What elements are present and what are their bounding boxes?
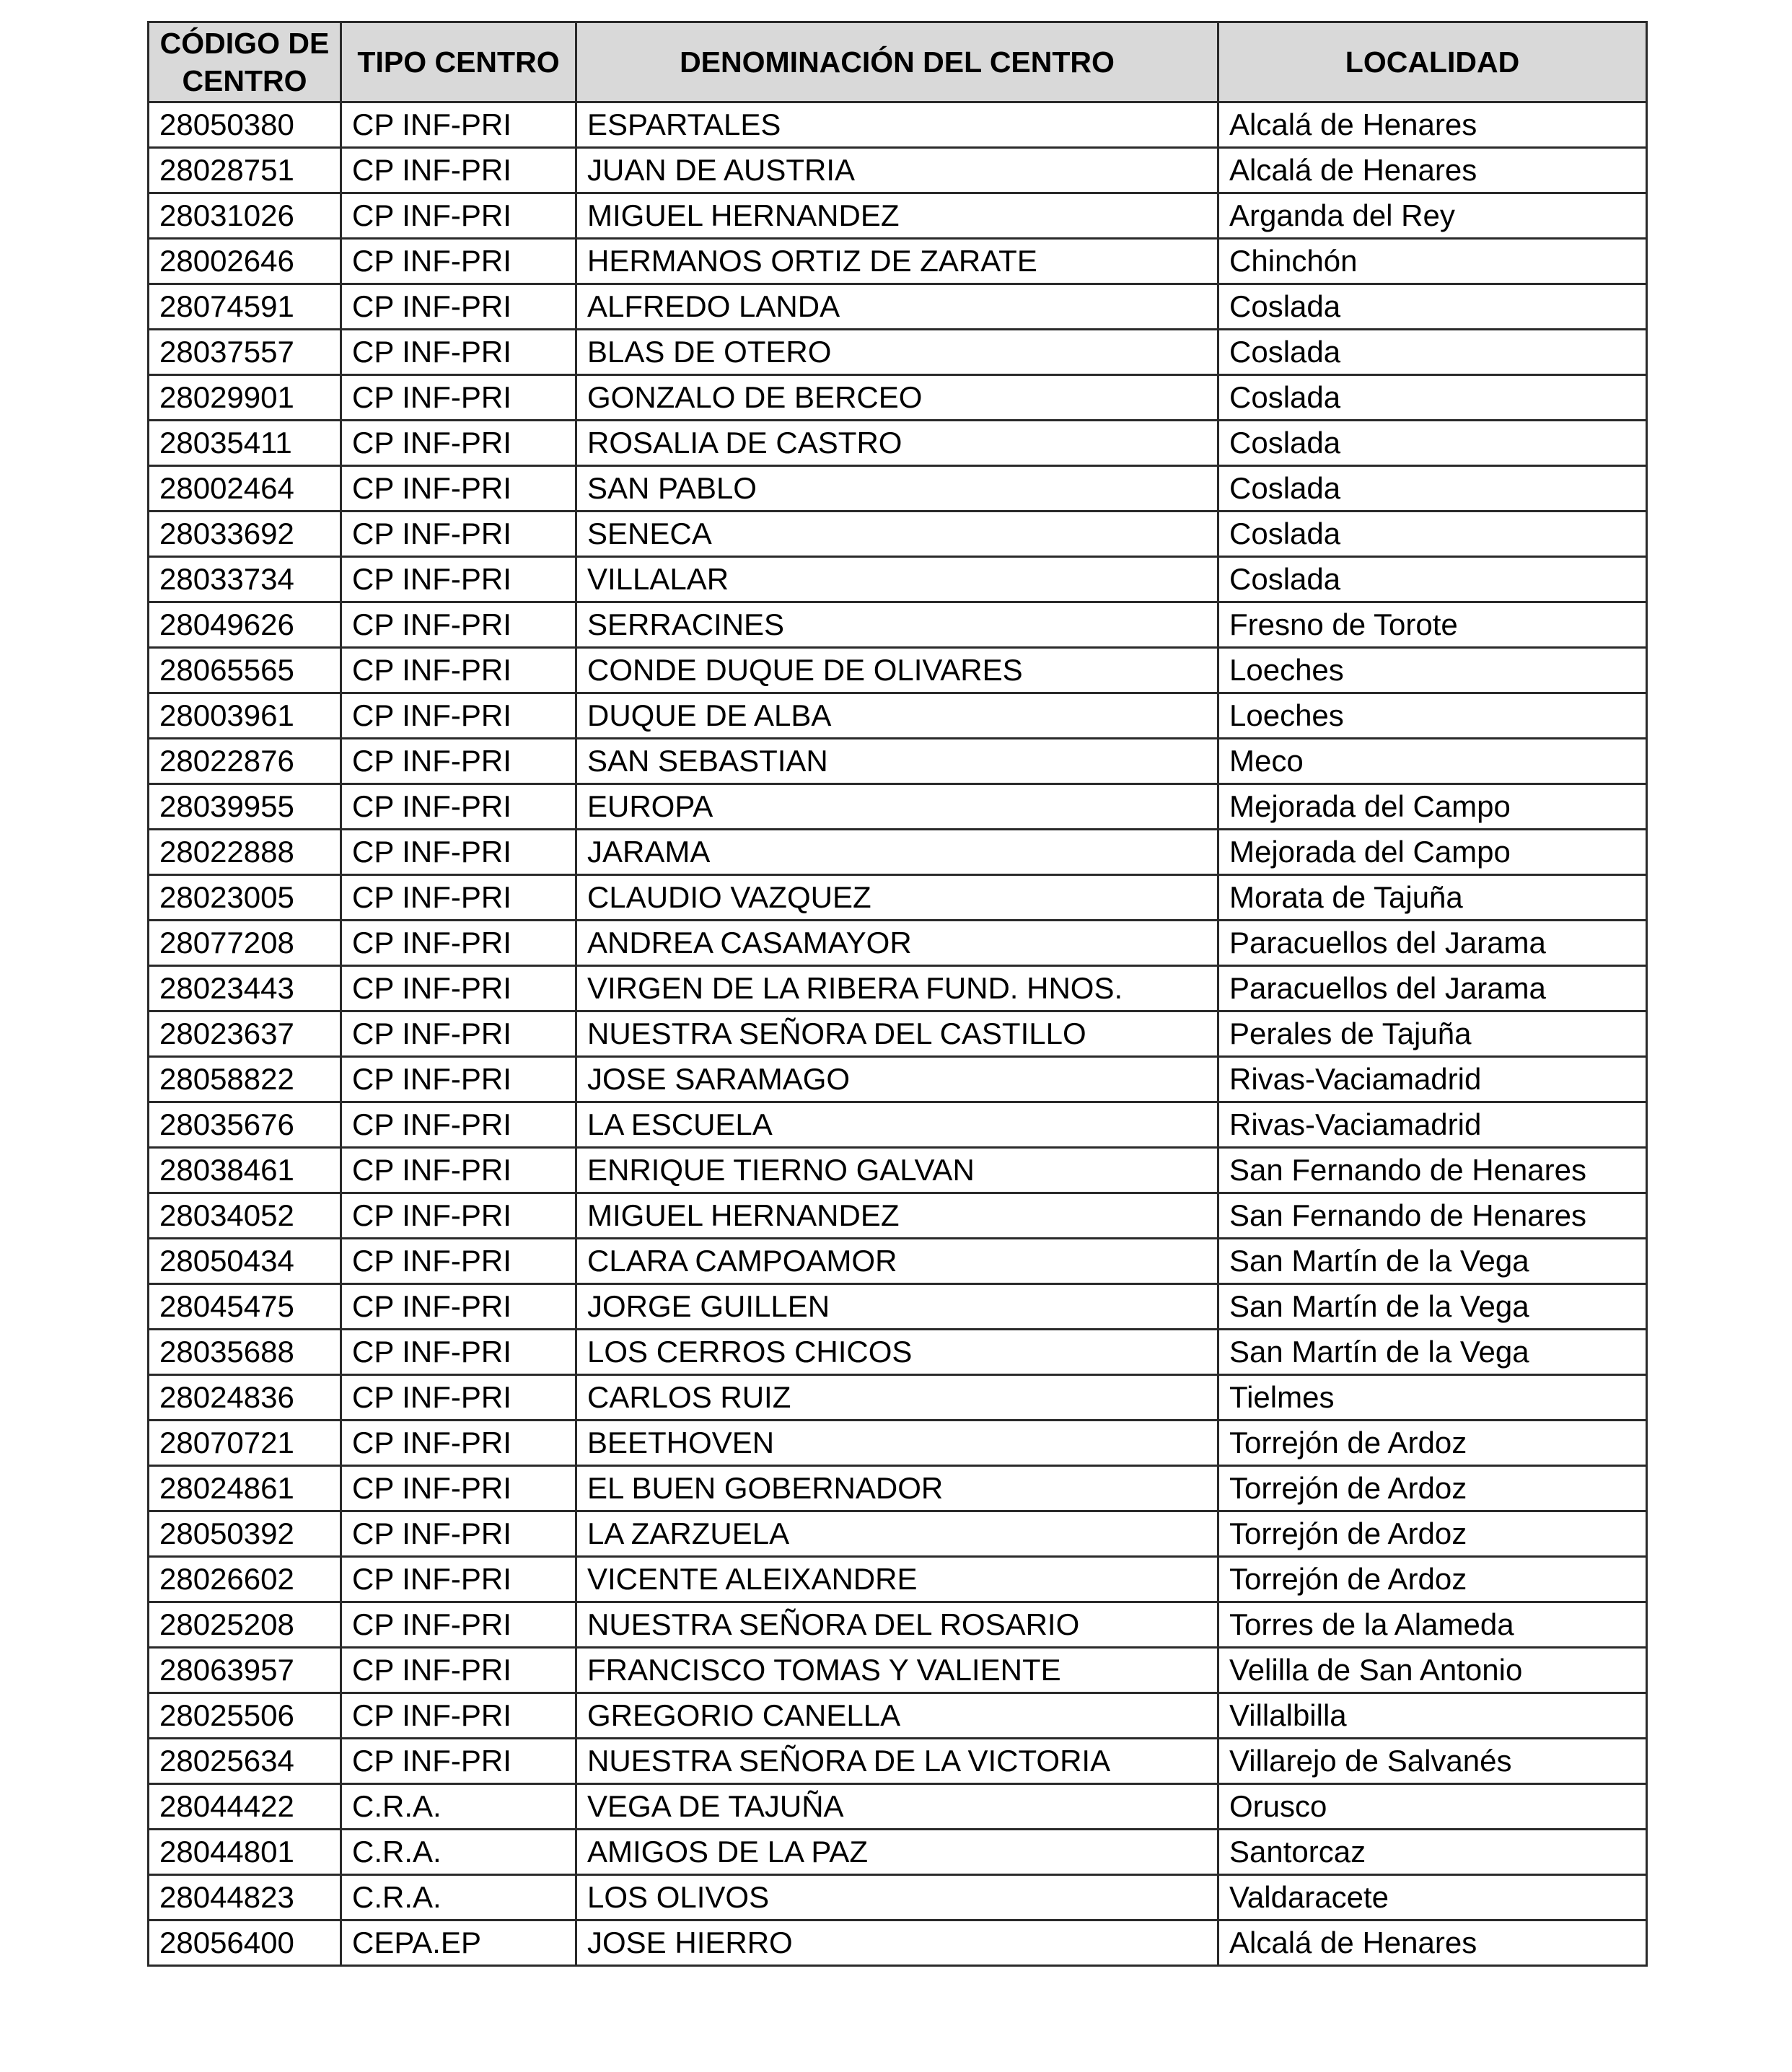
cell-codigo: 28056400 <box>149 1920 341 1966</box>
table-row <box>149 1239 1647 1284</box>
cell-codigo: 28025634 <box>149 1739 341 1784</box>
cell-codigo: 28074591 <box>149 284 341 330</box>
header-row <box>149 22 1647 102</box>
cell-denominacion: ANDREA CASAMAYOR <box>576 921 1218 966</box>
cell-codigo: 28025506 <box>149 1693 341 1739</box>
cell-localidad: Torrejón de Ardoz <box>1218 1557 1647 1602</box>
cell-localidad: Fresno de Torote <box>1218 602 1647 648</box>
cell-denominacion: ALFREDO LANDA <box>576 284 1218 330</box>
cell-codigo: 28035676 <box>149 1102 341 1148</box>
cell-denominacion: JUAN DE AUSTRIA <box>576 148 1218 193</box>
cell-denominacion: LA ESCUELA <box>576 1102 1218 1148</box>
cell-tipo: CP INF-PRI <box>341 602 576 648</box>
cell-localidad: San Martín de la Vega <box>1218 1330 1647 1375</box>
cell-tipo: CP INF-PRI <box>341 239 576 284</box>
table-row <box>149 1193 1647 1239</box>
table-row <box>149 1148 1647 1193</box>
table-row <box>149 557 1647 602</box>
cell-denominacion: HERMANOS ORTIZ DE ZARATE <box>576 239 1218 284</box>
cell-denominacion: BEETHOVEN <box>576 1421 1218 1466</box>
cell-codigo: 28077208 <box>149 921 341 966</box>
cell-denominacion: CONDE DUQUE DE OLIVARES <box>576 648 1218 693</box>
cell-codigo: 28035411 <box>149 421 341 466</box>
cell-localidad: Rivas-Vaciamadrid <box>1218 1057 1647 1102</box>
cell-denominacion: LOS OLIVOS <box>576 1875 1218 1920</box>
cell-tipo: CP INF-PRI <box>341 1011 576 1057</box>
table-row <box>149 1375 1647 1421</box>
table-row <box>149 148 1647 193</box>
cell-denominacion: VEGA DE TAJUÑA <box>576 1784 1218 1830</box>
cell-tipo: CP INF-PRI <box>341 1284 576 1330</box>
cell-tipo: CP INF-PRI <box>341 1148 576 1193</box>
table-row <box>149 1511 1647 1557</box>
table-row <box>149 830 1647 875</box>
cell-denominacion: SAN SEBASTIAN <box>576 739 1218 784</box>
cell-denominacion: VICENTE ALEIXANDRE <box>576 1557 1218 1602</box>
cell-localidad: Coslada <box>1218 284 1647 330</box>
cell-localidad: Rivas-Vaciamadrid <box>1218 1102 1647 1148</box>
cell-localidad: San Martín de la Vega <box>1218 1239 1647 1284</box>
header-denominacion-centro: DENOMINACIÓN DEL CENTRO <box>576 22 1218 102</box>
table-row <box>149 1784 1647 1830</box>
cell-tipo: CP INF-PRI <box>341 875 576 921</box>
cell-localidad: Coslada <box>1218 557 1647 602</box>
table-row <box>149 739 1647 784</box>
cell-localidad: Perales de Tajuña <box>1218 1011 1647 1057</box>
cell-codigo: 28029901 <box>149 375 341 421</box>
centers-table <box>147 21 1648 1967</box>
cell-tipo: C.R.A. <box>341 1784 576 1830</box>
header-tipo-centro: TIPO CENTRO <box>341 22 576 102</box>
table-row <box>149 602 1647 648</box>
cell-codigo: 28039955 <box>149 784 341 830</box>
table-row <box>149 1602 1647 1648</box>
cell-tipo: CP INF-PRI <box>341 421 576 466</box>
cell-localidad: San Fernando de Henares <box>1218 1193 1647 1239</box>
cell-localidad: Paracuellos del Jarama <box>1218 921 1647 966</box>
table-row <box>149 1284 1647 1330</box>
table-row <box>149 1466 1647 1511</box>
table-row <box>149 921 1647 966</box>
cell-denominacion: JOSE HIERRO <box>576 1920 1218 1966</box>
cell-denominacion: NUESTRA SEÑORA DEL CASTILLO <box>576 1011 1218 1057</box>
cell-codigo: 28044823 <box>149 1875 341 1920</box>
cell-tipo: CP INF-PRI <box>341 466 576 512</box>
cell-localidad: Villalbilla <box>1218 1693 1647 1739</box>
cell-denominacion: NUESTRA SEÑORA DE LA VICTORIA <box>576 1739 1218 1784</box>
cell-tipo: CP INF-PRI <box>341 102 576 148</box>
cell-codigo: 28023005 <box>149 875 341 921</box>
table-row <box>149 1557 1647 1602</box>
cell-denominacion: CLARA CAMPOAMOR <box>576 1239 1218 1284</box>
cell-localidad: Coslada <box>1218 466 1647 512</box>
cell-codigo: 28044422 <box>149 1784 341 1830</box>
cell-denominacion: BLAS DE OTERO <box>576 330 1218 375</box>
cell-tipo: CP INF-PRI <box>341 1466 576 1511</box>
table-row <box>149 102 1647 148</box>
cell-denominacion: LA ZARZUELA <box>576 1511 1218 1557</box>
cell-tipo: CP INF-PRI <box>341 1375 576 1421</box>
table-row <box>149 1875 1647 1920</box>
cell-codigo: 28058822 <box>149 1057 341 1102</box>
cell-localidad: Arganda del Rey <box>1218 193 1647 239</box>
cell-codigo: 28003961 <box>149 693 341 739</box>
cell-localidad: Tielmes <box>1218 1375 1647 1421</box>
table-row <box>149 375 1647 421</box>
cell-localidad: Alcalá de Henares <box>1218 102 1647 148</box>
cell-tipo: CP INF-PRI <box>341 512 576 557</box>
table-row <box>149 1421 1647 1466</box>
cell-denominacion: SERRACINES <box>576 602 1218 648</box>
cell-denominacion: ENRIQUE TIERNO GALVAN <box>576 1148 1218 1193</box>
cell-localidad: Torres de la Alameda <box>1218 1602 1647 1648</box>
cell-codigo: 28034052 <box>149 1193 341 1239</box>
cell-localidad: Coslada <box>1218 512 1647 557</box>
cell-codigo: 28024861 <box>149 1466 341 1511</box>
cell-denominacion: EUROPA <box>576 784 1218 830</box>
cell-codigo: 28050392 <box>149 1511 341 1557</box>
cell-codigo: 28044801 <box>149 1830 341 1875</box>
cell-localidad: Loeches <box>1218 693 1647 739</box>
cell-codigo: 28033734 <box>149 557 341 602</box>
table-row <box>149 1330 1647 1375</box>
cell-denominacion: LOS CERROS CHICOS <box>576 1330 1218 1375</box>
cell-codigo: 28023637 <box>149 1011 341 1057</box>
table-row <box>149 239 1647 284</box>
cell-denominacion: GREGORIO CANELLA <box>576 1693 1218 1739</box>
table-row <box>149 1693 1647 1739</box>
cell-tipo: C.R.A. <box>341 1875 576 1920</box>
cell-codigo: 28022888 <box>149 830 341 875</box>
cell-codigo: 28063957 <box>149 1648 341 1693</box>
cell-tipo: CP INF-PRI <box>341 1057 576 1102</box>
cell-codigo: 28031026 <box>149 193 341 239</box>
cell-codigo: 28025208 <box>149 1602 341 1648</box>
cell-tipo: CP INF-PRI <box>341 921 576 966</box>
cell-tipo: CP INF-PRI <box>341 1239 576 1284</box>
cell-tipo: CP INF-PRI <box>341 375 576 421</box>
table-row <box>149 1739 1647 1784</box>
cell-denominacion: JORGE GUILLEN <box>576 1284 1218 1330</box>
table-row <box>149 512 1647 557</box>
cell-localidad: Torrejón de Ardoz <box>1218 1466 1647 1511</box>
cell-tipo: CP INF-PRI <box>341 1557 576 1602</box>
cell-codigo: 28050380 <box>149 102 341 148</box>
cell-tipo: CP INF-PRI <box>341 693 576 739</box>
cell-codigo: 28023443 <box>149 966 341 1011</box>
table-row <box>149 1830 1647 1875</box>
cell-tipo: CP INF-PRI <box>341 739 576 784</box>
cell-tipo: CP INF-PRI <box>341 148 576 193</box>
cell-denominacion: ESPARTALES <box>576 102 1218 148</box>
cell-localidad: Meco <box>1218 739 1647 784</box>
cell-codigo: 28022876 <box>149 739 341 784</box>
cell-tipo: CP INF-PRI <box>341 1102 576 1148</box>
cell-tipo: C.R.A. <box>341 1830 576 1875</box>
cell-localidad: Morata de Tajuña <box>1218 875 1647 921</box>
cell-codigo: 28038461 <box>149 1148 341 1193</box>
cell-tipo: CP INF-PRI <box>341 648 576 693</box>
cell-denominacion: GONZALO DE BERCEO <box>576 375 1218 421</box>
cell-codigo: 28026602 <box>149 1557 341 1602</box>
cell-denominacion: ROSALIA DE CASTRO <box>576 421 1218 466</box>
cell-denominacion: MIGUEL HERNANDEZ <box>576 193 1218 239</box>
cell-denominacion: JARAMA <box>576 830 1218 875</box>
cell-tipo: CP INF-PRI <box>341 284 576 330</box>
cell-localidad: Alcalá de Henares <box>1218 148 1647 193</box>
cell-localidad: Orusco <box>1218 1784 1647 1830</box>
cell-localidad: Valdaracete <box>1218 1875 1647 1920</box>
header-localidad: LOCALIDAD <box>1218 22 1647 102</box>
cell-localidad: Loeches <box>1218 648 1647 693</box>
cell-denominacion: CLAUDIO VAZQUEZ <box>576 875 1218 921</box>
cell-tipo: CP INF-PRI <box>341 1421 576 1466</box>
cell-denominacion: EL BUEN GOBERNADOR <box>576 1466 1218 1511</box>
cell-tipo: CP INF-PRI <box>341 1648 576 1693</box>
cell-codigo: 28002646 <box>149 239 341 284</box>
cell-codigo: 28050434 <box>149 1239 341 1284</box>
cell-denominacion: VILLALAR <box>576 557 1218 602</box>
table-header <box>149 22 1647 102</box>
cell-codigo: 28035688 <box>149 1330 341 1375</box>
cell-localidad: Mejorada del Campo <box>1218 784 1647 830</box>
cell-localidad: Coslada <box>1218 375 1647 421</box>
cell-localidad: Torrejón de Ardoz <box>1218 1511 1647 1557</box>
cell-localidad: Coslada <box>1218 421 1647 466</box>
cell-tipo: CP INF-PRI <box>341 1330 576 1375</box>
table-row <box>149 1920 1647 1966</box>
cell-codigo: 28033692 <box>149 512 341 557</box>
table-row <box>149 1648 1647 1693</box>
cell-localidad: Paracuellos del Jarama <box>1218 966 1647 1011</box>
cell-denominacion: MIGUEL HERNANDEZ <box>576 1193 1218 1239</box>
table-row <box>149 693 1647 739</box>
cell-codigo: 28070721 <box>149 1421 341 1466</box>
cell-codigo: 28065565 <box>149 648 341 693</box>
cell-denominacion: NUESTRA SEÑORA DEL ROSARIO <box>576 1602 1218 1648</box>
cell-tipo: CP INF-PRI <box>341 1602 576 1648</box>
cell-codigo: 28045475 <box>149 1284 341 1330</box>
cell-localidad: Chinchón <box>1218 239 1647 284</box>
table-row <box>149 875 1647 921</box>
cell-tipo: CP INF-PRI <box>341 1193 576 1239</box>
cell-codigo: 28028751 <box>149 148 341 193</box>
cell-localidad: Coslada <box>1218 330 1647 375</box>
cell-localidad: Alcalá de Henares <box>1218 1920 1647 1966</box>
cell-tipo: CP INF-PRI <box>341 1511 576 1557</box>
table-row <box>149 648 1647 693</box>
cell-codigo: 28024836 <box>149 1375 341 1421</box>
table-row <box>149 330 1647 375</box>
cell-tipo: CP INF-PRI <box>341 784 576 830</box>
cell-codigo: 28037557 <box>149 330 341 375</box>
cell-localidad: San Fernando de Henares <box>1218 1148 1647 1193</box>
cell-denominacion: FRANCISCO TOMAS Y VALIENTE <box>576 1648 1218 1693</box>
cell-codigo: 28002464 <box>149 466 341 512</box>
table-body <box>149 102 1647 1966</box>
cell-tipo: CP INF-PRI <box>341 330 576 375</box>
cell-denominacion: AMIGOS DE LA PAZ <box>576 1830 1218 1875</box>
table-row <box>149 966 1647 1011</box>
cell-localidad: San Martín de la Vega <box>1218 1284 1647 1330</box>
table-row <box>149 1057 1647 1102</box>
cell-denominacion: JOSE SARAMAGO <box>576 1057 1218 1102</box>
table-row <box>149 1011 1647 1057</box>
cell-denominacion: SENECA <box>576 512 1218 557</box>
cell-tipo: CP INF-PRI <box>341 1693 576 1739</box>
cell-localidad: Velilla de San Antonio <box>1218 1648 1647 1693</box>
cell-denominacion: CARLOS RUIZ <box>576 1375 1218 1421</box>
table-row <box>149 1102 1647 1148</box>
table-row <box>149 284 1647 330</box>
table-row <box>149 193 1647 239</box>
cell-denominacion: VIRGEN DE LA RIBERA FUND. HNOS. <box>576 966 1218 1011</box>
cell-localidad: Villarejo de Salvanés <box>1218 1739 1647 1784</box>
cell-tipo: CP INF-PRI <box>341 557 576 602</box>
cell-codigo: 28049626 <box>149 602 341 648</box>
cell-denominacion: DUQUE DE ALBA <box>576 693 1218 739</box>
cell-localidad: Santorcaz <box>1218 1830 1647 1875</box>
table-row <box>149 421 1647 466</box>
table-row <box>149 784 1647 830</box>
table-row <box>149 466 1647 512</box>
cell-tipo: CP INF-PRI <box>341 1739 576 1784</box>
cell-tipo: CP INF-PRI <box>341 966 576 1011</box>
cell-localidad: Mejorada del Campo <box>1218 830 1647 875</box>
cell-tipo: CP INF-PRI <box>341 830 576 875</box>
cell-denominacion: SAN PABLO <box>576 466 1218 512</box>
cell-localidad: Torrejón de Ardoz <box>1218 1421 1647 1466</box>
header-codigo-centro: CÓDIGO DE CENTRO <box>149 22 341 102</box>
cell-tipo: CP INF-PRI <box>341 193 576 239</box>
cell-tipo: CEPA.EP <box>341 1920 576 1966</box>
